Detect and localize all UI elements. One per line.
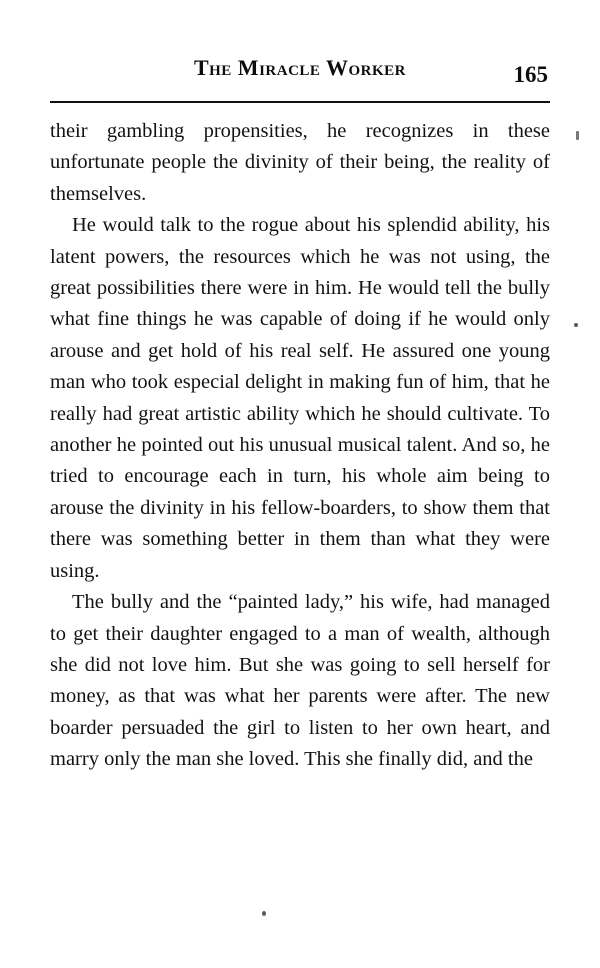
paragraph-2: He would talk to the rogue about his splendid ability, his latent powers, the resources which he was not using, the great possibilities there were in him. He would tell the bully what fine things he was capable of doing if he would only arouse and get hold of his real self. He assured one young man who took especial delight in making fun of him, that he really had great artistic ability which he should cultivate. To another he pointed out his unusual musical talent. And so, he tried to encourage each in turn, his whole aim being to arouse the divinity in his fellow-boarders, to show them that there was something better in them than what they were using. xyxy=(50,214,550,582)
paragraph-1: their gambling propensities, he recognizes in these unfortunate people the divinity of their being, the reality of themselves. xyxy=(50,120,550,205)
scan-artifact-right-lower xyxy=(574,323,578,327)
page-number: 165 xyxy=(513,62,548,87)
header-rule xyxy=(50,101,550,103)
scan-artifact-bottom xyxy=(262,911,266,916)
paragraph-3: The bully and the “painted lady,” his wife, had managed to get their daughter engaged to a man of wealth, although she did not love him. But she was going to sell herself for money, as that was what her parents were after. The new boarder persuaded the girl to listen to her own heart, and marry only the man she loved. This she finally did, and the xyxy=(50,591,550,771)
page-header xyxy=(52,55,548,89)
scan-artifact-right-upper xyxy=(576,131,579,140)
running-title: The Miracle Worker xyxy=(193,55,407,80)
page-body xyxy=(50,116,550,776)
